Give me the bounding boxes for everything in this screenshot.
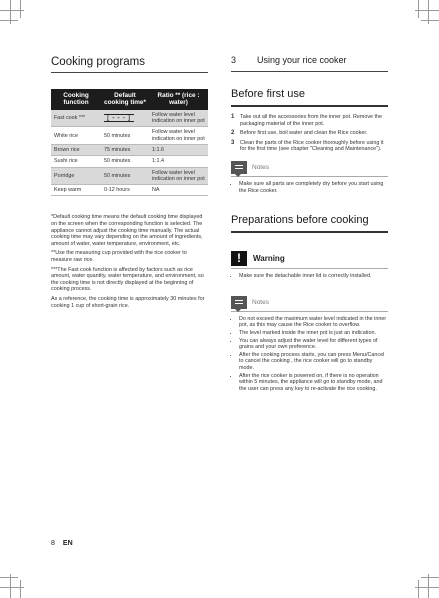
chapter-heading — [231, 55, 388, 66]
notes-box — [231, 296, 388, 393]
section-rule — [231, 231, 388, 233]
warning-rule — [231, 268, 388, 269]
right-column — [231, 55, 388, 393]
step-text: Before first use, boil water and clean the Rice cooker. — [240, 130, 368, 137]
table-row — [51, 145, 208, 156]
warning-list — [231, 273, 388, 280]
cell-ratio: Follow water level indication on inner pot — [149, 110, 208, 127]
crop-mark — [421, 577, 439, 578]
chapter-rule — [231, 71, 388, 72]
title-rule — [51, 72, 208, 73]
list-item: • Do not exceed the maximum water level indicated in the inner pot, as this may cause the Rice cooker to overflow. — [239, 316, 388, 329]
step-text: Clean the parts of the Rice cooker thoroughly before using it for the first time (see chapter "Cleaning and Maintenance"). — [240, 139, 384, 153]
crop-mark — [421, 20, 439, 21]
cell-ratio: 1:1.4 — [149, 156, 208, 167]
before-first-use-title: Before first use — [231, 88, 305, 100]
notes-list — [231, 316, 388, 393]
warning-header — [231, 251, 388, 266]
cell-ratio: 1:1.6 — [149, 145, 208, 156]
footnote: ***The Fast cook function is affected by factors such as rice amount, water quantity, water temperature, and environment, so the cooking time is not directly displayed at the beginning of cooking process. — [51, 266, 204, 293]
cell-function: Fast cook *** — [51, 110, 101, 127]
list-item: • You can always adjust the water level for different types of grains and your own preference. — [239, 338, 388, 351]
cell-time: 50 minutes — [101, 127, 149, 145]
table-header-row — [51, 89, 208, 110]
preparations-title: Preparations before cooking — [231, 214, 369, 227]
list-item: • After the rice cooker is powered on, if there is no operation within 5 minutes, the appliance will go to standby mode, and the user can press any key to re-activate the rice cooking. — [239, 373, 388, 393]
warning-label: Warning — [253, 254, 285, 264]
notes-header — [231, 296, 388, 309]
cooking-programs-title: Cooking programs — [51, 56, 145, 68]
cell-time: 0-12 hours — [101, 185, 149, 196]
warning-icon: ! — [231, 251, 247, 266]
cell-ratio: NA — [149, 185, 208, 196]
list-item: • Make sure all parts are completely dry before you start using the Rice cooker. — [239, 181, 388, 194]
page-footer — [51, 540, 73, 547]
notes-header — [231, 161, 388, 174]
table-row — [51, 156, 208, 167]
crop-mark — [0, 20, 18, 21]
lcd-display-icon: [---] — [106, 113, 133, 122]
crop-mark — [418, 0, 419, 18]
step — [231, 114, 388, 127]
notes-box — [231, 161, 388, 194]
footnotes — [51, 214, 208, 309]
cell-ratio: Follow water level indication on inner pot — [149, 167, 208, 185]
step-text: Take out all the accessories from the inner pot. Remove the packaging material of the inner pot. — [240, 114, 383, 127]
footnote: As a reference, the cooking time is approximately 30 minutes for cooking 1 cup of short-grain rice. — [51, 296, 205, 309]
cooking-programs-table — [51, 89, 208, 196]
cell-function: Brown rice — [51, 145, 101, 156]
cell-function: Keep warm — [51, 185, 101, 196]
crop-mark — [20, 0, 21, 18]
step-number: 2 — [231, 130, 235, 137]
cell-time: 75 minutes — [101, 145, 149, 156]
notes-icon — [231, 296, 247, 309]
header-function: Cooking function — [51, 89, 101, 110]
table-row — [51, 167, 208, 185]
crop-mark — [0, 577, 18, 578]
steps-list — [231, 114, 388, 153]
list-item: • The level marked inside the inner pot is just an indication. — [239, 330, 388, 337]
cell-time — [101, 110, 149, 127]
header-time: Default cooking time* — [101, 89, 149, 110]
list-item: • Make sure the detachable inner lid is correctly installed. — [239, 273, 388, 280]
notes-rule — [231, 176, 388, 177]
notes-icon — [231, 161, 247, 174]
table-row — [51, 127, 208, 145]
notes-label: Notes — [252, 298, 269, 306]
footnote: *Default cooking time means the default cooking time displayed on the screen when the corresponding function is selected. The appliance cannot adjust the cooking time manually. The actual cooking time may vary depending on the amount of ingredients, amount of water, water temperature, environment, etc. — [51, 214, 203, 247]
crop-mark — [418, 580, 419, 598]
table-row — [51, 185, 208, 196]
footnote: **Use the measuring cup provided with the rice cooker to measure raw rice. — [51, 250, 187, 264]
left-column — [51, 55, 208, 312]
step-number: 3 — [231, 139, 235, 146]
section-rule — [231, 105, 388, 107]
cell-ratio: Follow water level indication on inner pot — [149, 127, 208, 145]
chapter-title: Using your rice cooker — [257, 55, 347, 65]
notes-list — [231, 181, 388, 194]
header-ratio: Ratio ** (rice : water) — [149, 89, 208, 110]
list-item: • After the cooking process starts, you can press Menu/Cancel to cancel the cooking , the rice cooker will go to standby mode. — [239, 352, 388, 372]
crop-mark — [20, 580, 21, 598]
cell-time: 50 minutes — [101, 167, 149, 185]
cell-function: White rice — [51, 127, 101, 145]
cell-function: Sushi rice — [51, 156, 101, 167]
step — [231, 140, 388, 153]
step-number: 1 — [231, 114, 235, 120]
step — [231, 130, 388, 137]
language-code: EN — [62, 540, 73, 547]
notes-label: Notes — [252, 163, 269, 171]
cell-time: 50 minutes — [101, 156, 149, 167]
cell-function: Porridge — [51, 167, 101, 185]
page-number: 8 — [51, 540, 55, 547]
chapter-number: 3 — [231, 55, 237, 65]
notes-rule — [231, 311, 388, 312]
table-row — [51, 110, 208, 127]
